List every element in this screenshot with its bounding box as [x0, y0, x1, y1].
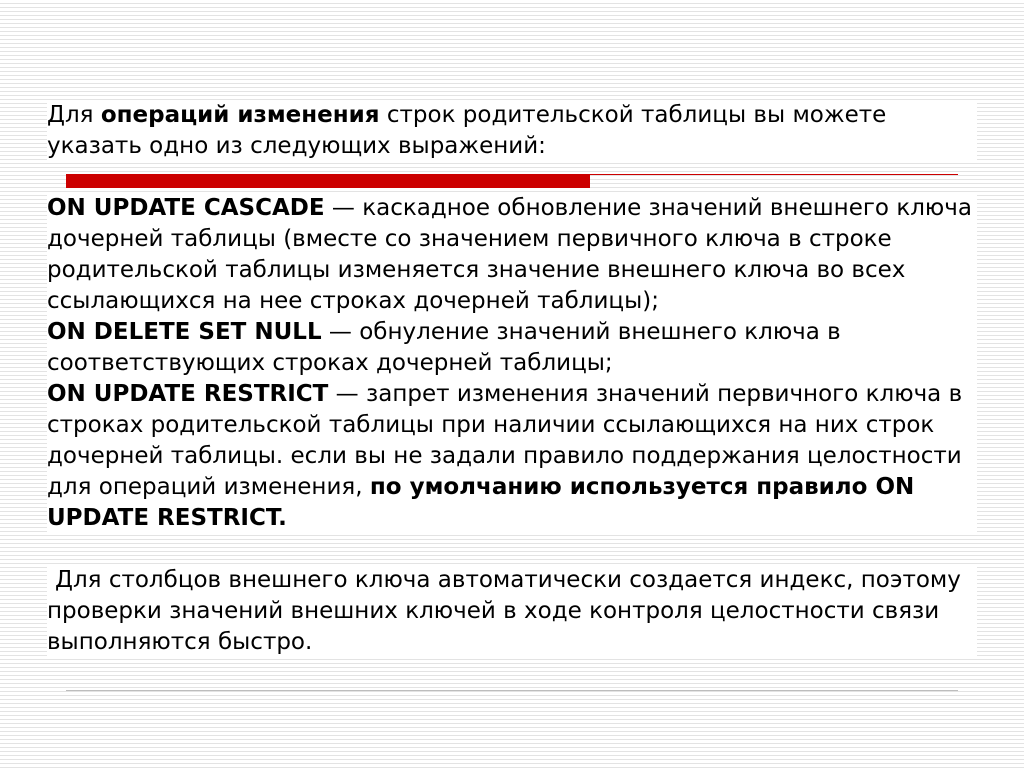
intro-paragraph: [47, 100, 977, 162]
paragraph-gap: [47, 534, 977, 565]
index-note-text: Для столбцов внешнего ключа автоматически создается индекс, поэтому проверки значений внешних ключей в ходе контроля целостности связи выполняются быстро.: [47, 567, 961, 655]
bottom-divider: [66, 690, 958, 691]
rule-keyword: ON UPDATE RESTRICT: [47, 381, 329, 407]
rule-keyword: ON DELETE SET NULL: [47, 319, 322, 345]
intro-text-end: строк родительской таблицы вы можете указать одно из следующих выражений:: [47, 102, 887, 159]
rule-keyword: ON UPDATE CASCADE: [47, 195, 325, 221]
rule-description: — запрет изменения значений первичного ключа в строках родительской таблицы при наличии ссылающихся на них строк дочерней таблицы. если вы не задали правило поддержания целостности для операций изменения,: [47, 381, 963, 500]
rule-update-cascade: [47, 193, 977, 317]
rule-description: — обнуление значений внешнего ключа в соответствующих строках дочерней таблицы;: [47, 319, 841, 376]
slide-content: [47, 100, 977, 658]
rule-delete-set-null: [47, 317, 977, 379]
rule-update-restrict: [47, 379, 977, 534]
rule-description: — каскадное обновление значений внешнего ключа дочерней таблицы (вместе со значением первичного ключа в строке родительской таблицы изменяется значение внешнего ключа во всех ссылающихся на нее строках дочерней таблицы);: [47, 195, 972, 314]
intro-bold-phrase: операций изменения: [100, 102, 380, 128]
intro-text-start: Для: [47, 102, 101, 128]
rule-default-note: по умолчанию используется правило ON UPDATE RESTRICT.: [47, 474, 915, 531]
index-note-paragraph: [47, 565, 977, 658]
